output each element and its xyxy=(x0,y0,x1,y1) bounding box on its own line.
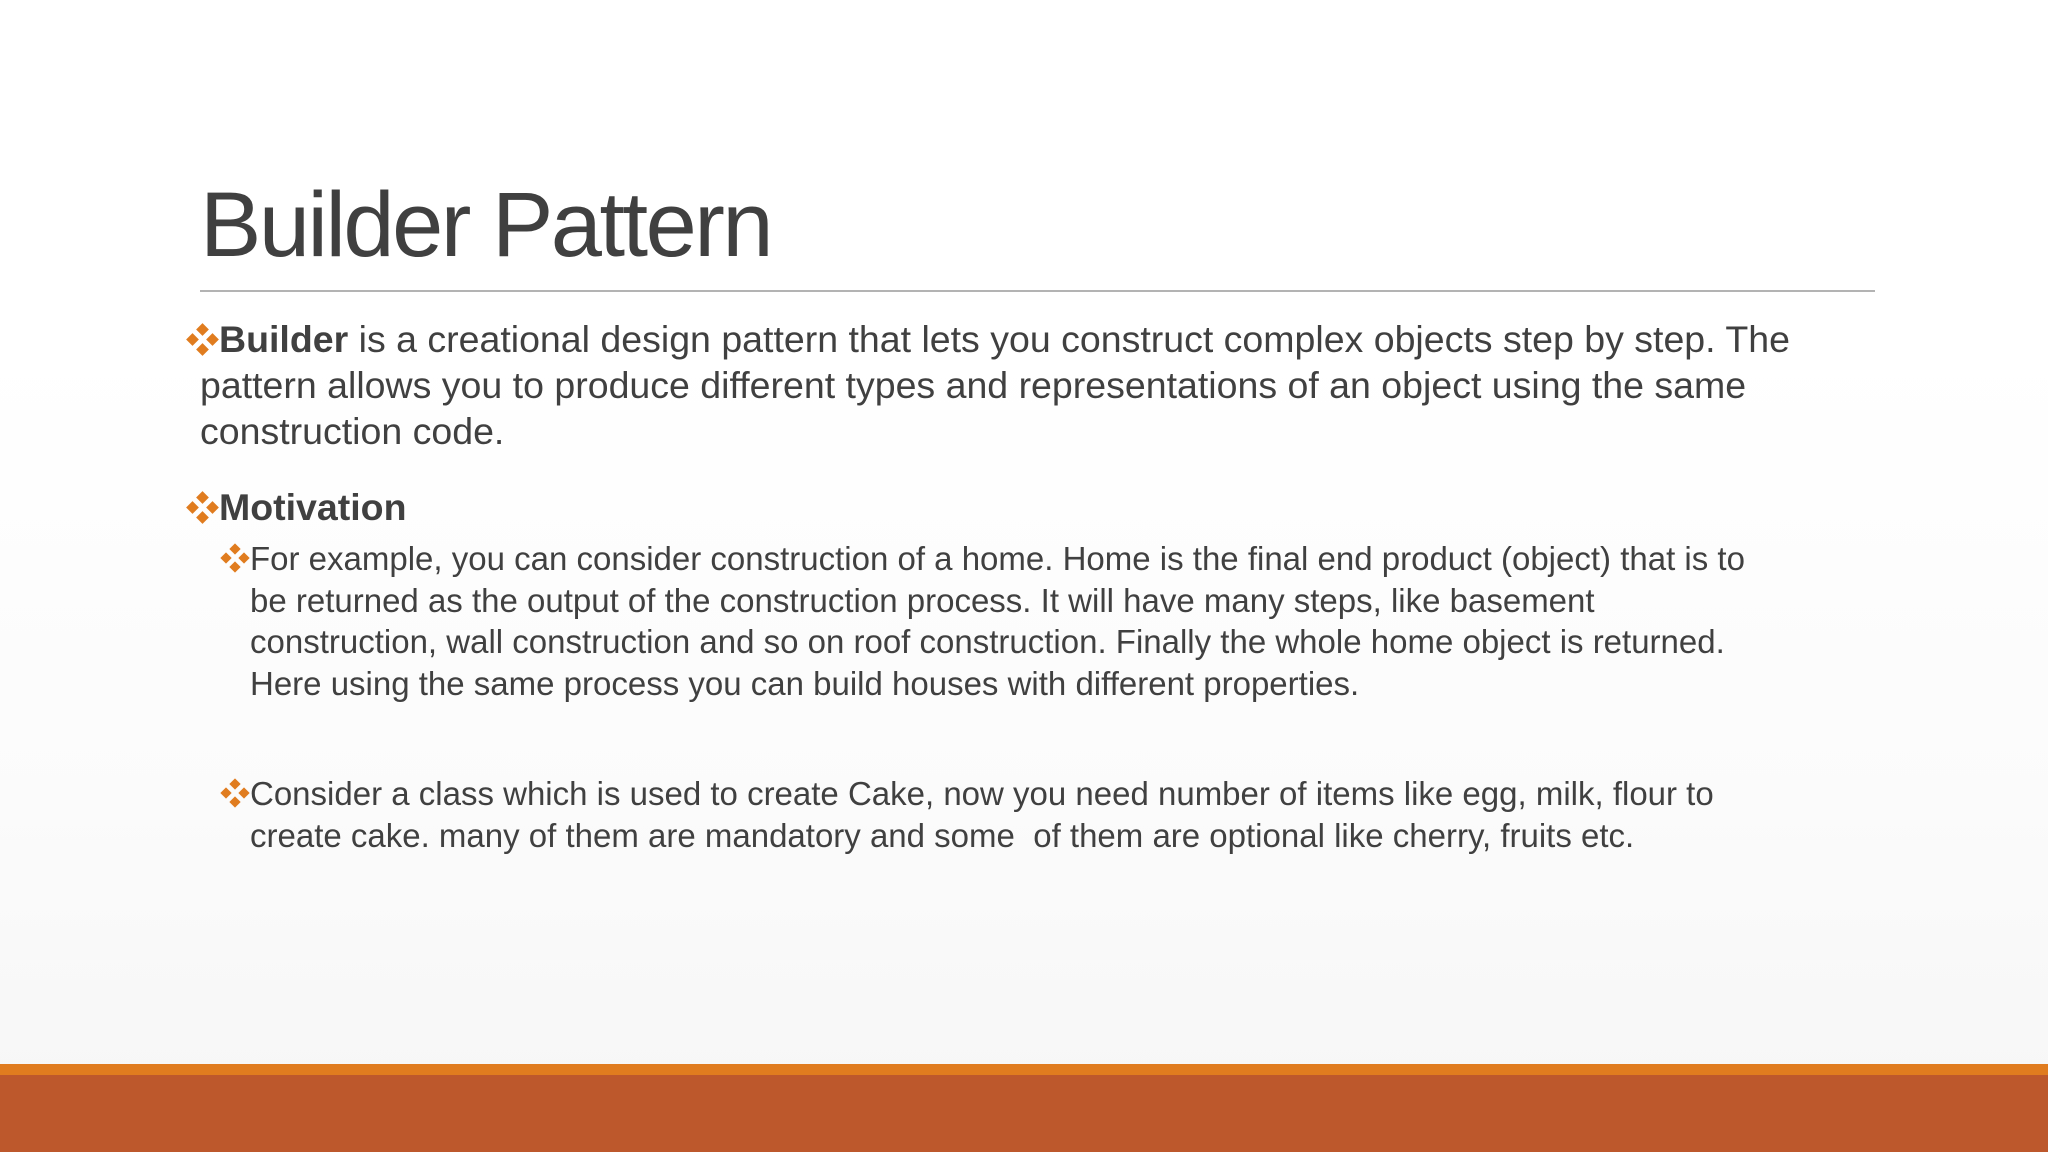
bullet-builder xyxy=(188,316,1878,454)
sub-bullet-cake-example xyxy=(222,773,1882,856)
diamond-bullet-icon xyxy=(188,493,217,522)
sub-bullet-cake-line2: create cake. many of them are mandatory and some of them are optional like cherry, fruits etc. xyxy=(250,816,1635,854)
sub-bullet-home-line4: Here using the same process you can build houses with different properties. xyxy=(250,664,1360,702)
diamond-bullet-icon xyxy=(188,325,217,354)
sub-bullet-home-text1: For example, you can consider construction of a home. Home is the final end product (object) that is to xyxy=(250,540,1745,577)
bullet-builder-text: is a creational design pattern that lets you construct complex objects step by step. The xyxy=(348,318,1790,360)
footer-bar xyxy=(0,1075,2048,1152)
sub-bullet-home-line1 xyxy=(222,538,1882,580)
sub-bullet-home-line3: construction, wall construction and so on roof construction. Finally the whole home object is returned. xyxy=(250,623,1725,660)
diamond-bullet-icon xyxy=(222,545,248,571)
bullet-builder-line3: construction code. xyxy=(200,410,505,452)
diamond-bullet-icon xyxy=(222,780,248,806)
title-divider xyxy=(200,290,1875,292)
bullet-builder-line2: pattern allows you to produce different types and representations of an object using the same xyxy=(200,364,1747,406)
footer-accent-bar xyxy=(0,1064,2048,1075)
bullet-builder-term: Builder xyxy=(219,318,349,360)
sub-bullet-home-example xyxy=(222,538,1882,704)
sub-bullet-cake-text1: Consider a class which is used to create Cake, now you need number of items like egg, milk, flour to xyxy=(250,775,1714,812)
bullet-builder-line1 xyxy=(188,316,1878,362)
sub-bullet-home-line2: be returned as the output of the construction process. It will have many steps, like basement xyxy=(250,581,1595,619)
bullet-motivation-label: Motivation xyxy=(219,486,407,528)
sub-bullet-cake-line1 xyxy=(222,773,1882,815)
bullet-motivation xyxy=(188,484,406,530)
slide-title: Builder Pattern xyxy=(200,174,772,276)
